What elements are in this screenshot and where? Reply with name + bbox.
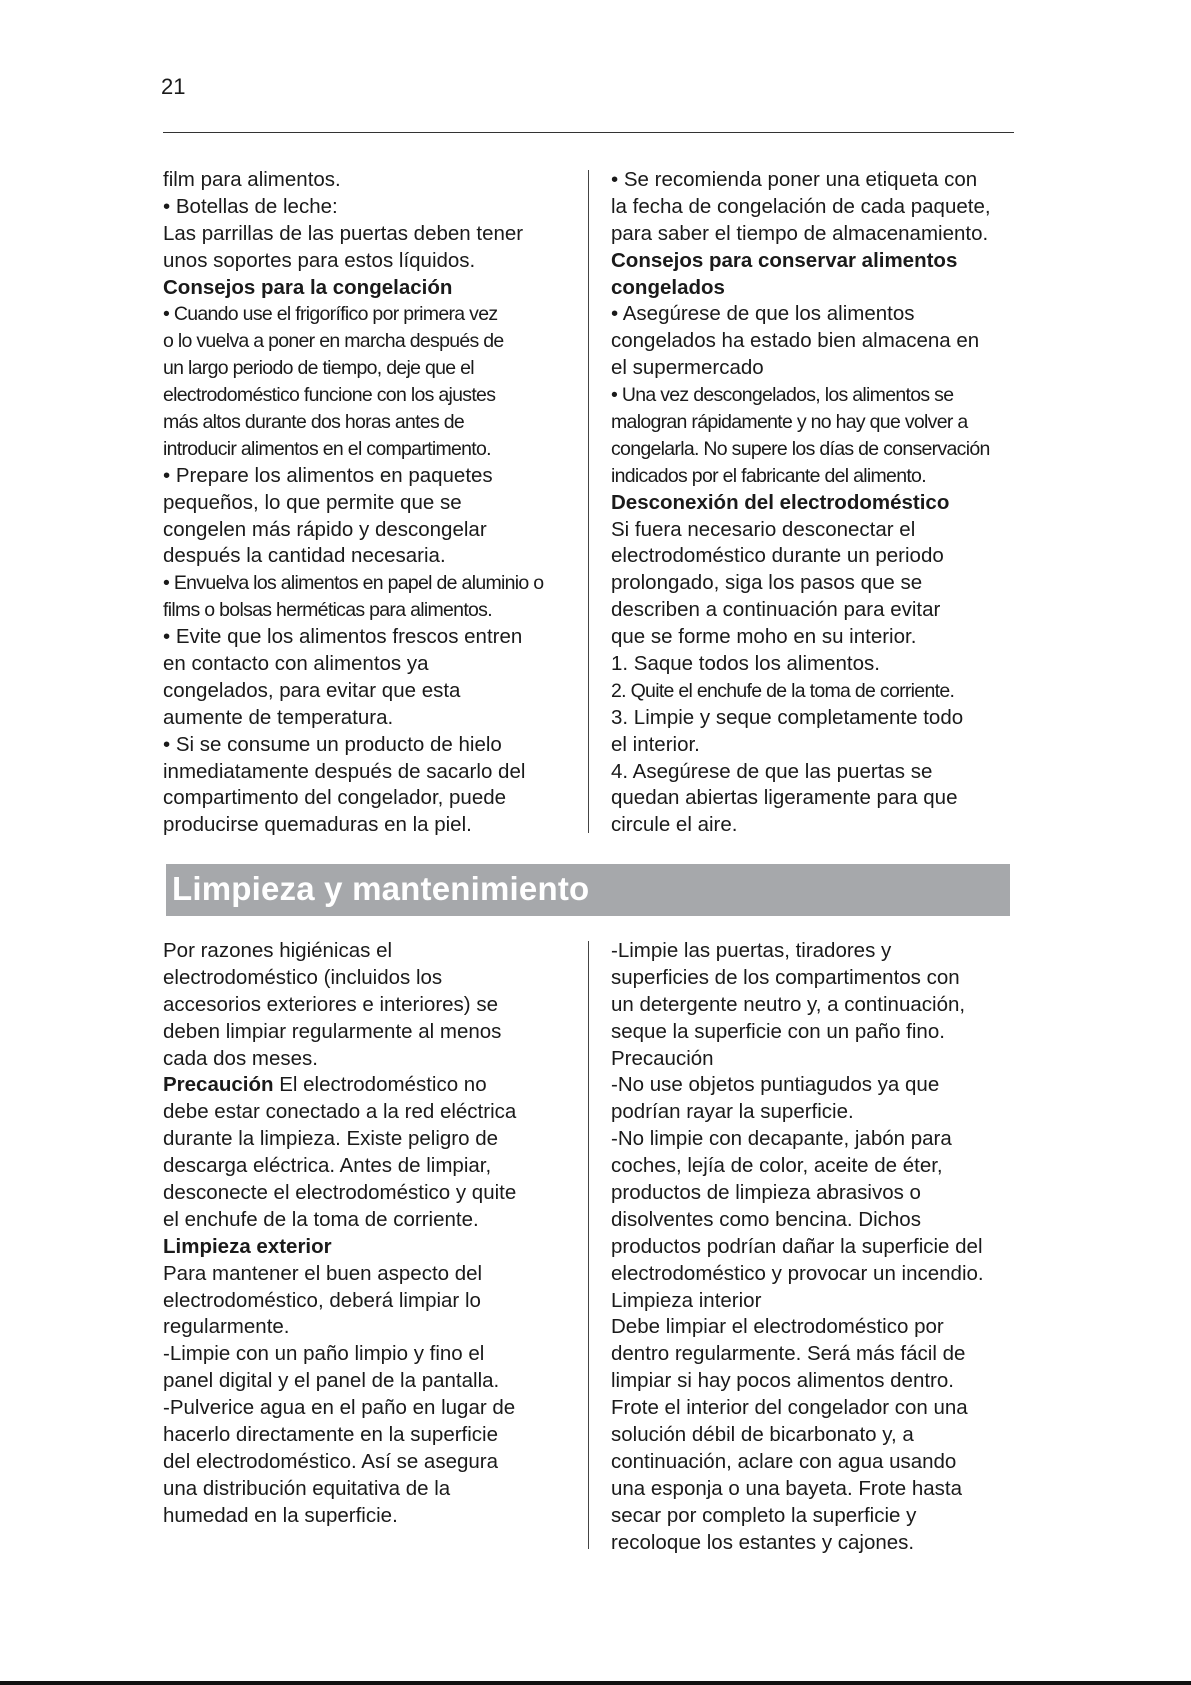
text-line: cada dos meses. [163, 1046, 318, 1070]
text-line: electrodoméstico y provocar un incendio. [611, 1261, 984, 1285]
text-line: • Una vez descongelados, los alimentos se [611, 384, 954, 407]
text-line: inmediatamente después de sacarlo del [163, 759, 526, 783]
text-line: Las parrillas de las puertas deben tener [163, 221, 524, 245]
text-line: Desconexión del electrodoméstico [611, 490, 950, 514]
text-line: Si fuera necesario desconectar el [611, 517, 916, 541]
text-line: • Asegúrese de que los alimentos [611, 302, 915, 326]
text-line: introducir alimentos en el compartimento. [163, 437, 491, 460]
text-line: pequeños, lo que permite que se [163, 490, 462, 514]
text-line: films o bolsas herméticas para alimentos. [163, 599, 492, 622]
text-line: que se forme moho en su interior. [611, 625, 917, 649]
text-line: • Si se consume un producto de hielo [163, 732, 502, 756]
block2-left-column [163, 938, 516, 1530]
text-line: 3. Limpie y seque completamente todo [611, 705, 964, 729]
text-line: • Prepare los alimentos en paquetes [163, 463, 493, 487]
text-line: Consejos para conservar alimentos [611, 248, 958, 272]
text-line: más altos durante dos horas antes de [163, 411, 465, 434]
text-line: describen a continuación para evitar [611, 598, 941, 622]
text-line: seque la superficie con un paño fino. [611, 1019, 945, 1043]
text-line: compartimento del congelador, puede [163, 786, 507, 810]
text-line: superficies de los compartimentos con [611, 965, 960, 989]
text-line: secar por completo la superficie y [611, 1503, 917, 1527]
text-line: 1. Saque todos los alimentos. [611, 652, 880, 676]
text-line: indicados por el fabricante del alimento. [611, 464, 926, 487]
text-line: electrodoméstico, deberá limpiar lo [163, 1288, 481, 1312]
text-line: -No limpie con decapante, jabón para [611, 1127, 952, 1151]
text-line: un largo periodo de tiempo, deje que el [163, 357, 474, 380]
text-line: podrían rayar la superficie. [611, 1100, 854, 1124]
inline-bold-label: Precaución [163, 1073, 274, 1097]
text-line: una distribución equitativa de la [163, 1476, 451, 1500]
text-line: Debe limpiar el electrodoméstico por [611, 1315, 944, 1339]
header-rule [163, 132, 1014, 133]
block1-column-divider [588, 170, 589, 833]
text-line: coches, lejía de color, aceite de éter, [611, 1154, 943, 1178]
text-line: -Limpie las puertas, tiradores y [611, 939, 892, 962]
text-line: • Botellas de leche: [163, 194, 338, 218]
text-line: desconecte el electrodoméstico y quite [163, 1181, 517, 1205]
text-line: congelados, para evitar que esta [163, 678, 461, 702]
text-line: • Evite que los alimentos frescos entren [163, 625, 523, 649]
text-line: -Limpie con un paño limpio y fino el [163, 1342, 485, 1366]
text-line: congelen más rápido y descongelar [163, 517, 487, 541]
text-line: congelados ha estado bien almacena en [611, 329, 980, 353]
text-line: Consejos para la congelación [163, 275, 453, 299]
text-line: 2. Quite el enchufe de la toma de corriente. [611, 679, 955, 702]
text-line: accesorios exteriores e interiores) se [163, 992, 498, 1016]
inline-text: El electrodoméstico no [273, 1073, 487, 1097]
text-line: humedad en la superficie. [163, 1503, 398, 1527]
text-line: unos soportes para estos líquidos. [163, 248, 476, 272]
text-line: congelados [611, 275, 725, 299]
text-line: Precaución [611, 1046, 714, 1070]
text-line: dentro regularmente. Será más fácil de [611, 1342, 966, 1366]
text-line: • Cuando use el frigorífico por primera vez [163, 303, 498, 326]
text-line: electrodoméstico durante un periodo [611, 544, 944, 568]
text-line: el supermercado [611, 356, 764, 380]
text-line: electrodoméstico (incluidos los [163, 965, 443, 989]
text-line: o lo vuelva a poner en marcha después de [163, 330, 504, 353]
text-line: hacerlo directamente en la superficie [163, 1423, 499, 1447]
text-line: la fecha de congelación de cada paquete, [611, 194, 991, 218]
text-line: regularmente. [163, 1315, 290, 1339]
text-line: descarga eléctrica. Antes de limpiar, [163, 1154, 492, 1178]
block1-left-column [163, 167, 543, 839]
text-line: continuación, aclare con agua usando [611, 1449, 957, 1473]
text-line: un detergente neutro y, a continuación, [611, 992, 966, 1016]
text-line: • Envuelva los alimentos en papel de aluminio o [163, 572, 544, 595]
text-line: film para alimentos. [163, 168, 341, 191]
text-line: después la cantidad necesaria. [163, 544, 446, 568]
text-line: debe estar conectado a la red eléctrica [163, 1100, 517, 1124]
text-line: • Se recomienda poner una etiqueta con [611, 168, 978, 191]
text-line: una esponja o una bayeta. Frote hasta [611, 1476, 963, 1500]
page-number: 21 [161, 74, 186, 99]
text-line: Limpieza exterior [163, 1234, 332, 1258]
text-line: limpiar si hay pocos alimentos dentro. [611, 1369, 954, 1393]
footer-rule [0, 1681, 1191, 1685]
text-line: quedan abiertas ligeramente para que [611, 786, 958, 810]
text-line: Frote el interior del congelador con una [611, 1396, 968, 1420]
text-line: productos de limpieza abrasivos o [611, 1181, 921, 1205]
text-line: Para mantener el buen aspecto del [163, 1261, 483, 1285]
text-line: deben limpiar regularmente al menos [163, 1019, 502, 1043]
block1-right-column [611, 167, 991, 839]
text-line: en contacto con alimentos ya [163, 652, 429, 676]
text-line: congelarla. No supere los días de conservación [611, 437, 990, 460]
text-line: productos podrían dañar la superficie del [611, 1234, 983, 1258]
text-line: producirse quemaduras en la piel. [163, 813, 472, 837]
text-line: circule el aire. [611, 813, 738, 837]
text-line: electrodoméstico funcione con los ajustes [163, 384, 496, 407]
text-line: disolventes como bencina. Dichos [611, 1207, 921, 1231]
text-line: durante la limpieza. Existe peligro de [163, 1127, 499, 1151]
text-line [163, 1072, 516, 1099]
text-line: solución débil de bicarbonato y, a [611, 1423, 914, 1447]
text-line: malogran rápidamente y no hay que volver a [611, 411, 968, 434]
block2-column-divider [588, 941, 589, 1549]
text-line: panel digital y el panel de la pantalla. [163, 1369, 500, 1393]
text-line: 4. Asegúrese de que las puertas se [611, 759, 933, 783]
text-line: prolongado, siga los pasos que se [611, 571, 923, 595]
section-title: Limpieza y mantenimiento [172, 870, 590, 907]
text-line: -No use objetos puntiagudos ya que [611, 1073, 940, 1097]
block2-right-column [611, 938, 984, 1556]
text-line: aumente de temperatura. [163, 705, 394, 729]
text-line: del electrodoméstico. Así se asegura [163, 1449, 499, 1473]
text-line: para saber el tiempo de almacenamiento. [611, 221, 989, 245]
text-line: recoloque los estantes y cajones. [611, 1530, 915, 1554]
text-line: -Pulverice agua en el paño en lugar de [163, 1396, 516, 1420]
text-line: Limpieza interior [611, 1288, 762, 1312]
text-line: el enchufe de la toma de corriente. [163, 1207, 479, 1231]
text-line: Por razones higiénicas el [163, 939, 393, 962]
text-line: el interior. [611, 732, 700, 756]
